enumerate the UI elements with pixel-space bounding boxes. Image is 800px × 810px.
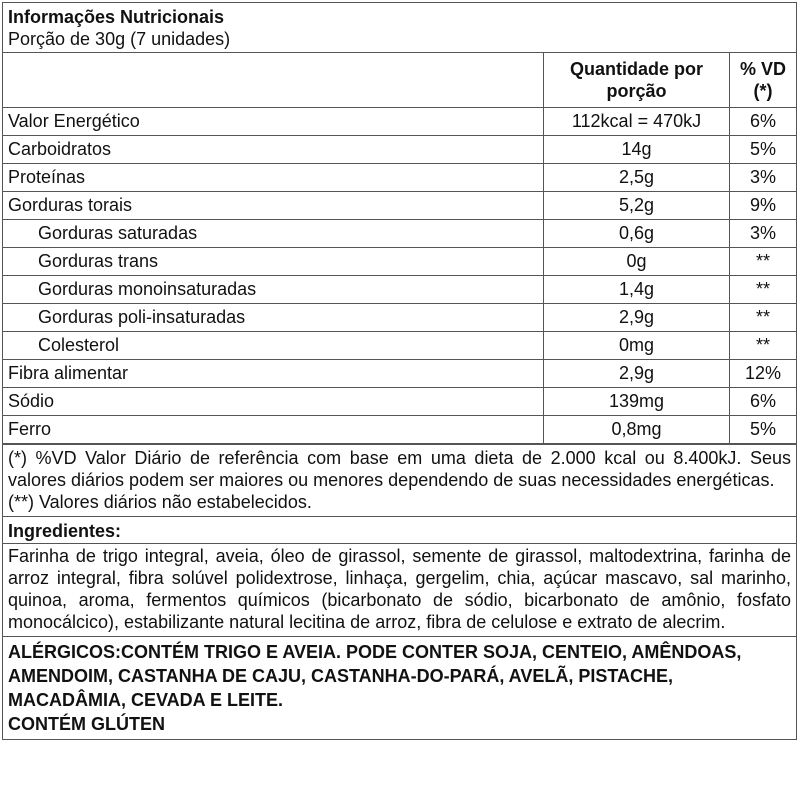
nutrient-qty: 0mg (544, 332, 730, 360)
nutrient-qty: 5,2g (544, 192, 730, 220)
table-header-row (3, 53, 796, 108)
table-row (3, 108, 796, 136)
ingredients-text: Farinha de trigo integral, aveia, óleo de girassol, semente de girassol, maltodextrina, farinha de arroz integral, fibra solúvel polidextrose, linhaça, gergelim, chia, açúcar mascavo, sal marinho, quinoa, aroma, fermentos químicos (bicarbonato de sódio, bicarbonato de amônio, fosfato monocálcico), estabilizante natural lecitina de arroz, fibra de celulose e extrato de alecrim. (8, 546, 791, 632)
nutrient-qty: 0g (544, 248, 730, 276)
table-row (3, 192, 796, 220)
nutrient-vd: 9% (730, 192, 797, 220)
nutrient-name: Valor Energético (3, 108, 544, 136)
nutrient-name: Ferro (3, 416, 544, 444)
nutrient-qty: 139mg (544, 388, 730, 416)
nutrient-vd: ** (730, 304, 797, 332)
gluten-warning: CONTÉM GLÚTEN (8, 714, 165, 734)
table-row (3, 276, 796, 304)
nutrient-name: Carboidratos (3, 136, 544, 164)
table-row (3, 332, 796, 360)
footnote-vd: (*) %VD Valor Diário de referência com base em uma dieta de 2.000 kcal ou 8.400kJ. Seus valores diários podem ser maiores ou menores dependendo de suas necessidades energéticas. (8, 448, 791, 490)
nutrition-label (2, 2, 797, 740)
table-row (3, 220, 796, 248)
label-header (3, 3, 796, 53)
nutrient-name: Sódio (3, 388, 544, 416)
nutrient-vd: 5% (730, 136, 797, 164)
nutrient-vd: 3% (730, 164, 797, 192)
nutrient-qty: 0,6g (544, 220, 730, 248)
table-row (3, 164, 796, 192)
nutrient-vd: ** (730, 332, 797, 360)
nutrient-qty: 2,9g (544, 360, 730, 388)
nutrient-name: Gorduras saturadas (3, 220, 544, 248)
allergens-text: ALÉRGICOS:CONTÉM TRIGO E AVEIA. PODE CONTER SOJA, CENTEIO, AMÊNDOAS, AMENDOIM, CASTANHA DE CAJU, CASTANHA-DO-PARÁ, AVELÃ, PISTACHE, MACADÂMIA, CEVADA E LEITE. (8, 642, 742, 710)
table-row (3, 416, 796, 444)
nutrient-name: Proteínas (3, 164, 544, 192)
nutrient-qty: 0,8mg (544, 416, 730, 444)
nutrient-qty: 1,4g (544, 276, 730, 304)
nutrient-vd: 5% (730, 416, 797, 444)
table-row (3, 304, 796, 332)
table-row (3, 388, 796, 416)
nutrient-qty: 2,5g (544, 164, 730, 192)
nutrient-name: Fibra alimentar (3, 360, 544, 388)
nutrient-vd: 12% (730, 360, 797, 388)
nutrient-vd: 6% (730, 108, 797, 136)
label-title: Informações Nutricionais (8, 7, 225, 27)
nutrient-vd: ** (730, 248, 797, 276)
ingredients-title: Ingredientes: (3, 516, 796, 544)
header-vd: % VD (*) (730, 53, 797, 108)
nutrient-qty: 14g (544, 136, 730, 164)
header-empty-cell (3, 53, 544, 108)
nutrient-vd: 3% (730, 220, 797, 248)
table-row (3, 360, 796, 388)
nutrient-vd: ** (730, 276, 797, 304)
table-row (3, 136, 796, 164)
nutrient-name: Colesterol (3, 332, 544, 360)
nutrient-name: Gorduras torais (3, 192, 544, 220)
nutrient-vd: 6% (730, 388, 797, 416)
portion-size: Porção de 30g (7 unidades) (8, 29, 231, 49)
footnote-not-established: (**) Valores diários não estabelecidos. (8, 492, 312, 512)
header-quantity: Quantidade por porção (544, 53, 730, 108)
nutrition-table (3, 53, 796, 444)
allergens-section (3, 636, 796, 739)
nutrient-name: Gorduras trans (3, 248, 544, 276)
nutrient-qty: 112kcal = 470kJ (544, 108, 730, 136)
footnotes (3, 444, 796, 516)
table-row (3, 248, 796, 276)
nutrient-qty: 2,9g (544, 304, 730, 332)
nutrient-name: Gorduras monoinsaturadas (3, 276, 544, 304)
nutrient-name: Gorduras poli-insaturadas (3, 304, 544, 332)
